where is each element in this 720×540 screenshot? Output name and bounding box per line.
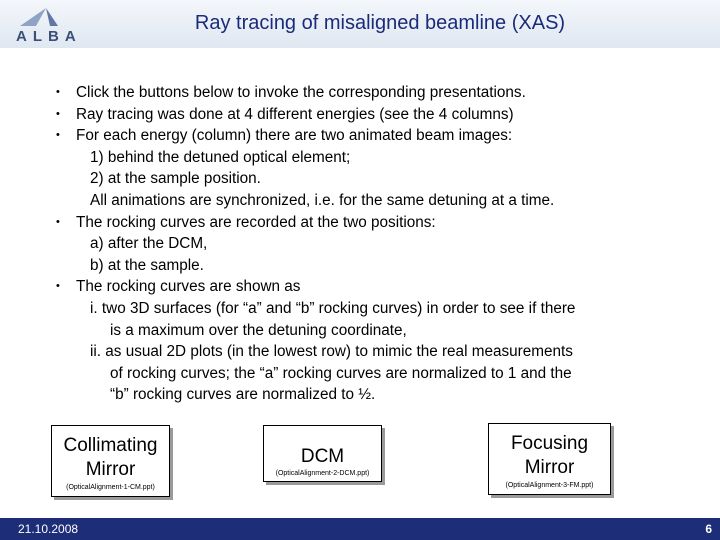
sub-item-continuation: of rocking curves; the “a” rocking curves are normalized to 1 and the (110, 364, 572, 382)
button-label: Focusing (510, 433, 589, 454)
bullet-line: • The rocking curves are recorded at the two positions: (56, 212, 696, 234)
sub-item-line: ii. as usual 2D plots (in the lowest row) to mimic the real measurements (90, 343, 573, 361)
sub-item-line: All animations are synchronized, i.e. for the same detuning at a time. (90, 191, 555, 209)
bullet-icon: • (56, 215, 60, 228)
sub-item-line: b) at the sample. (90, 256, 204, 274)
sub-item-line: a) after the DCM, (90, 235, 208, 253)
slide-title: Ray tracing of misaligned beamline (XAS) (194, 12, 566, 34)
bullet-line: • The rocking curves are shown as (56, 276, 696, 298)
button-label: DCM (300, 446, 345, 467)
page-number: 6 (705, 522, 712, 536)
sub-item-continuation: “b” rocking curves are normalized to ½. (110, 386, 376, 404)
bullet-icon: • (56, 86, 60, 98)
sub-item-continuation: is a maximum over the detuning coordinate, (110, 321, 407, 339)
slide-body (56, 82, 696, 406)
collimating-mirror-button[interactable] (51, 425, 170, 497)
bullet-line: • Click the buttons below to invoke the corresponding presentations. (56, 82, 696, 104)
bullet-icon: • (56, 107, 60, 120)
sub-item-line: 2) at the sample position. (90, 170, 261, 188)
button-file-name: (OpticalAlignment-1-CM.ppt) (66, 484, 155, 491)
button-file-name: (OpticalAlignment-3-FM.ppt) (505, 482, 594, 489)
button-label: Mirror (85, 459, 136, 480)
dcm-button[interactable] (263, 425, 382, 482)
bullet-icon: • (56, 280, 60, 293)
bullet-icon: • (56, 129, 60, 142)
bullet-line: • For each energy (column) there are two animated beam images: (56, 125, 696, 147)
alba-logo-mark-icon (6, 4, 90, 28)
slide-footer (0, 518, 720, 540)
sub-item-line: 1) behind the detuned optical element; (90, 148, 351, 166)
footer-date: 21.10.2008 (18, 522, 79, 536)
sub-item-line: i. two 3D surfaces (for “a” and “b” rocking curves) in order to see if there (90, 299, 576, 317)
focusing-mirror-button[interactable] (488, 423, 611, 495)
slide-header (0, 0, 720, 48)
button-label: Collimating (63, 435, 158, 456)
bullet-line: • Ray tracing was done at 4 different energies (see the 4 columns) (56, 104, 696, 126)
alba-logo (6, 4, 90, 44)
logo-text: ALBA (16, 28, 82, 45)
button-file-name: (OpticalAlignment-2-DCM.ppt) (275, 470, 370, 477)
button-label: Mirror (524, 457, 575, 478)
